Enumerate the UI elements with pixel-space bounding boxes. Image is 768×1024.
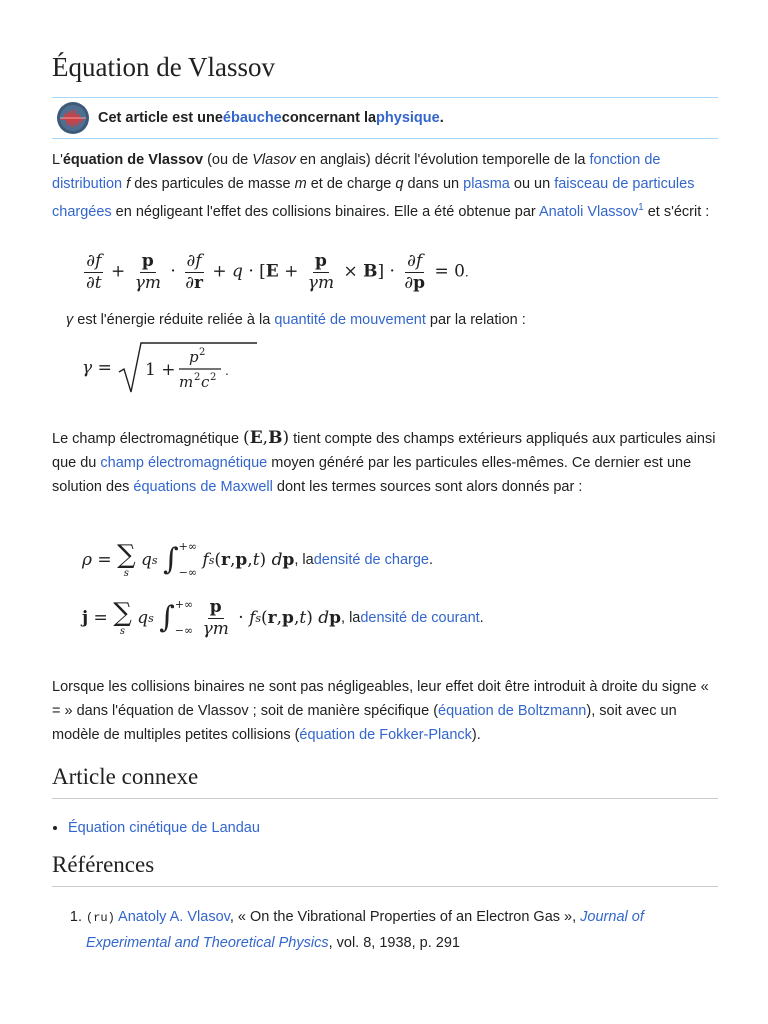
reference-item [86, 905, 716, 956]
intro-text: et de charge [306, 176, 396, 192]
intro-text: des particules de masse [130, 176, 295, 192]
stub-link-ebauche[interactable]: ébauche [222, 110, 282, 126]
ref-text: , « On the Vibrational Properties of an Electron Gas », [229, 909, 581, 925]
intro-italic: m [294, 176, 307, 192]
vlasov-equation: $\frac{\partial f}{\partial t}$ + $\frac{p}{\gamma m}$ · $\frac{\partial f}{\partial r}$ + q · [E + $\frac{p}{\gamma m}$ × B] · $\frac{\partial f}{\partial p}$ = 0. [86, 251, 469, 293]
ref-language-tag: (ru) [86, 911, 115, 925]
page-title: Équation de Vlassov [52, 52, 275, 82]
stub-link-physique[interactable]: physique [376, 110, 440, 126]
stub-banner [52, 97, 718, 139]
svg-text:.: . [225, 364, 230, 378]
link-ref-author[interactable]: Anatoly A. Vlasov [118, 909, 230, 925]
physics-oscillator-icon [56, 101, 90, 135]
intro-italic: q [395, 176, 404, 192]
link-ref-journal[interactable]: Journal of Experimental and Theoretical Physics [86, 909, 644, 951]
gamma-equation: γ = 1 + p 2 m 2 c 2 . [82, 340, 263, 396]
svg-text:2: 2 [194, 372, 201, 383]
link-quantite-de-mouvement[interactable]: quantité de mouvement [274, 312, 426, 328]
svg-text:p: p [189, 348, 199, 366]
svg-text:2: 2 [199, 347, 206, 358]
charge-density-equation: ρ = ∑ s q s ∫ +∞ −∞ f s ( r , p , t ) d p , la densité de charge . [82, 539, 434, 579]
intro-italic: Vlasov [252, 152, 296, 168]
link-plasma[interactable]: plasma [463, 176, 510, 192]
link-faisceau[interactable]: faisceau de particules chargées [52, 176, 695, 220]
em-field-symbol: (E,B) [243, 428, 290, 448]
sqrt-sign [117, 340, 263, 396]
related-articles-list [52, 820, 260, 836]
link-equation-cinetique-de-landau[interactable]: Équation cinétique de Landau [68, 820, 260, 836]
intro-italic: f [126, 176, 131, 192]
svg-text:c: c [201, 373, 210, 391]
field-text: tient compte des champs extérieurs appliqués aux particules ainsi que du [52, 431, 716, 471]
collision-text: ). [471, 727, 481, 743]
j-text: . [479, 610, 484, 626]
j-text: , la [341, 610, 361, 626]
link-densite-de-charge[interactable]: densité de charge [313, 552, 429, 568]
field-text: dont les termes sources sont alors donnés par : [272, 479, 583, 495]
gamma-text: par la relation : [425, 312, 526, 328]
intro-text: ou un [509, 176, 555, 192]
intro-text: en négligeant l'effet des collisions binaires. Elle a été obtenue par [111, 203, 539, 220]
intro-text: L' [52, 152, 63, 168]
link-densite-de-courant[interactable]: densité de courant [360, 610, 480, 626]
intro-text: et s'écrit : [643, 203, 710, 220]
stub-prefix: Cet article est une [98, 110, 223, 126]
list-item [68, 820, 260, 836]
intro-text: dans un [403, 176, 464, 192]
intro-text: en anglais) décrit l'évolution temporelle de la [295, 152, 590, 168]
link-champ-electromagnetique[interactable]: champ électromagnétique [100, 455, 268, 471]
link-equations-de-maxwell[interactable]: équations de Maxwell [133, 479, 273, 495]
stub-middle: concernant la [281, 110, 377, 126]
section-heading-article-connexe: Article connexe [52, 764, 718, 799]
field-text: moyen généré par les particules elles-mêmes. Ce dernier est une solution des [52, 455, 692, 495]
link-equation-de-fokker-planck[interactable]: équation de Fokker-Planck [299, 727, 472, 743]
field-text: Le champ électromagnétique [52, 431, 244, 447]
stub-suffix: . [439, 110, 444, 126]
ref-text: , vol. 8, 1938, p. 291 [328, 935, 460, 951]
references-list [52, 905, 716, 956]
link-anatoli-vlassov[interactable]: Anatoli Vlassov [538, 203, 639, 220]
svg-text:1 +: 1 + [145, 360, 176, 380]
collision-paragraph [52, 675, 718, 747]
collision-text: ), soit avec un modèle de multiples petites collisions ( [52, 703, 677, 743]
gamma-line [66, 308, 732, 332]
gamma-text: est l'énergie réduite reliée à la [73, 312, 275, 328]
link-fonction-de-distribution[interactable]: fonction de distribution [52, 152, 661, 192]
section-heading-references: Références [52, 852, 718, 887]
svg-text:2: 2 [210, 372, 217, 383]
link-equation-de-boltzmann[interactable]: équation de Boltzmann [438, 703, 587, 719]
intro-paragraph [52, 148, 718, 224]
intro-bold-term: équation de Vlassov [62, 152, 204, 168]
gamma-symbol: γ [66, 312, 74, 328]
collision-text: Lorsque les collisions binaires ne sont pas négligeables, leur effet doit être introduit à droite du signe « = » dans l'équation de Vlassov ; soit de manière spécifique ( [52, 679, 709, 719]
intro-text: (ou de [203, 152, 253, 168]
rho-text: , la [294, 552, 314, 568]
current-density-equation: j = ∑ s q s ∫ +∞ −∞ $\frac{p}{\gamma m}$ · f s ( r , p , t ) d p , la densité de courant . [82, 596, 484, 639]
field-paragraph [52, 426, 718, 499]
svg-text:m: m [179, 373, 194, 391]
footnote-ref-1[interactable]: 1 [638, 202, 644, 213]
rho-text: . [428, 552, 434, 568]
